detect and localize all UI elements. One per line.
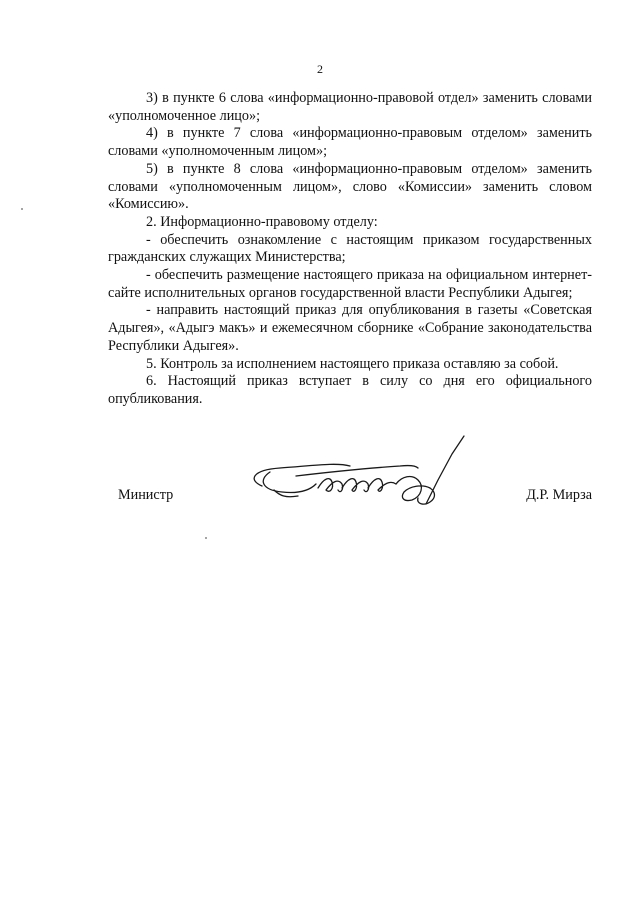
scan-speck (21, 208, 23, 210)
paragraph-bullet-publish-website: - обеспечить размещение настоящего приказа на официальном интернет-сайте исполнительных органов государственной власти Республики Адыгея; (108, 267, 592, 301)
paragraph-bullet-newspapers: - направить настоящий приказ для опубликования в газеты «Советская Адыгея», «Адыгэ макъ» и ежемесячном сборнике «Собрание законодательства Республики Адыгея». (108, 302, 592, 354)
signatory-name: Д.Р. Мирза (526, 487, 592, 503)
scan-speck (205, 537, 207, 539)
paragraph-section-6: 6. Настоящий приказ вступает в силу со дня его официального опубликования. (108, 373, 592, 407)
document-body (108, 90, 592, 409)
paragraph-bullet-familiarize: - обеспечить ознакомление с настоящим приказом государственных гражданских служащих Министерства; (108, 231, 592, 266)
paragraph-section-2: 2. Информационно-правовому отделу: (146, 213, 378, 230)
page-number: 2 (317, 62, 323, 76)
handwritten-signature (240, 432, 480, 522)
paragraph-item-3: 3) в пункте 6 слова «информационно-правовой отдел» заменить словами «уполномоченное лицо»; (108, 90, 592, 124)
signatory-position: Министр (118, 487, 174, 503)
paragraph-item-5: 5) в пункте 8 слова «информационно-правовым отделом» заменить словами «уполномоченным лицом», слово «Комиссии» заменить словом «Комиссию». (108, 160, 592, 213)
paragraph-item-4: 4) в пункте 7 слова «информационно-правовым отделом» заменить словами «уполномоченным лицом»; (108, 125, 592, 160)
paragraph-section-5: 5. Контроль за исполнением настоящего приказа оставляю за собой. (146, 355, 559, 372)
